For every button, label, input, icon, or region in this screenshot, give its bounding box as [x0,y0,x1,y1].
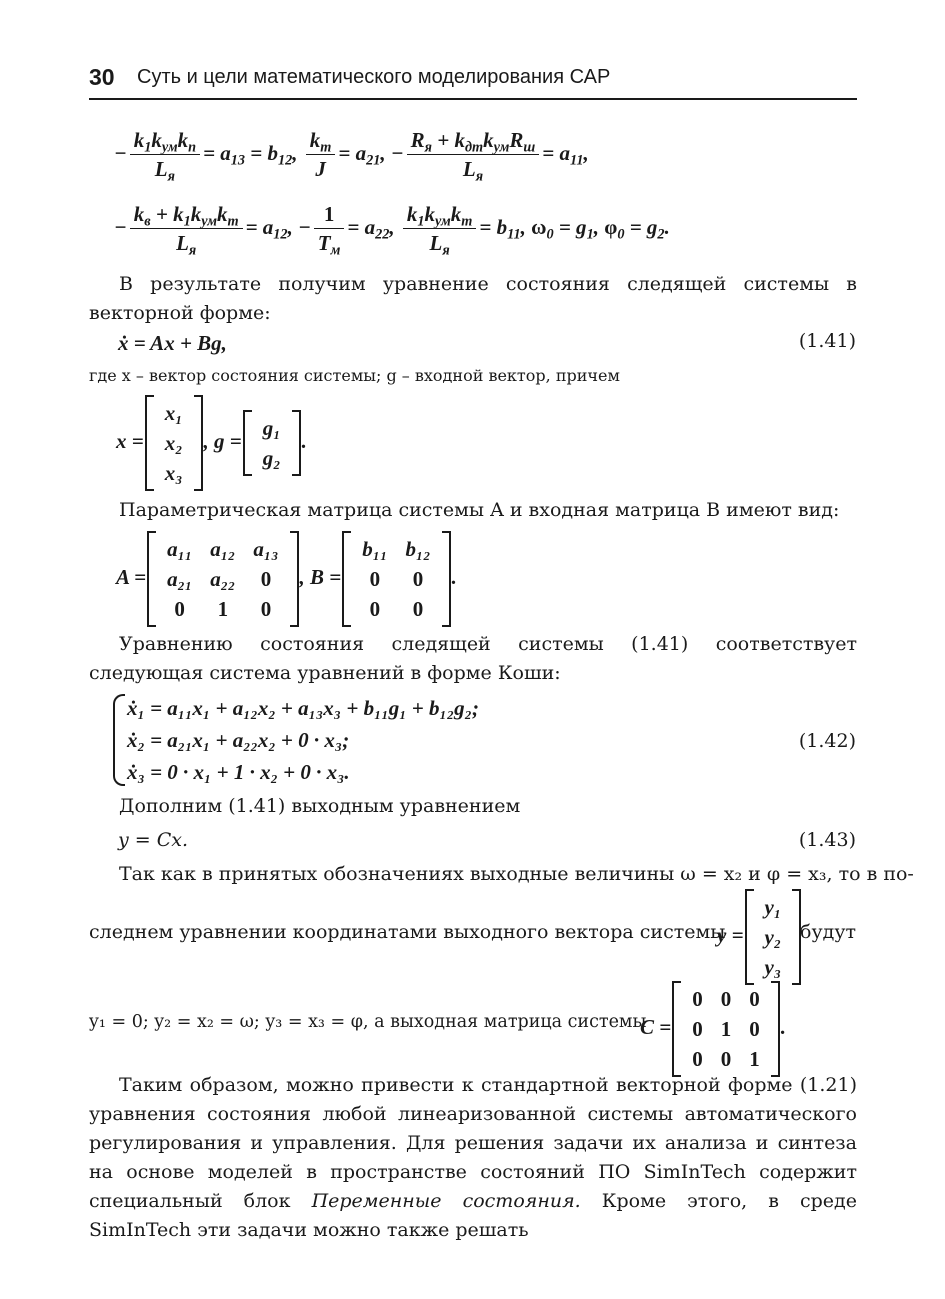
running-title: Суть и цели математического моделирования САР [137,66,611,88]
equation-number: (1.43) [798,829,856,851]
matrix-A: a₁₁ a₁₂ a₁₃ a₂₁ a₂₂ 0 0 1 0 [146,531,299,627]
paragraph: В результате получим уравнение состояния следящей системы в векторной форме: [89,273,857,324]
paragraph: Дополним (1.41) выходным уравнением [119,795,521,817]
vector-y: y = y₁ y₂ y₃ [717,889,802,985]
paragraph: Так как в принятых обозначениях выходные величины ω = x₂ и φ = x₃, то в по- [119,863,914,885]
equation-number: (1.42) [798,730,856,752]
italic-block-name: Переменные состояния. [311,1190,581,1212]
matrix-C-expr: C = 0 0 0 0 1 0 0 0 1 . [640,981,786,1077]
equation-1-41: ẋ = Ax + Bg, [118,331,227,355]
paragraph: где x – вектор состояния системы; g – входной вектор, причем [89,366,620,385]
page-header [89,62,857,100]
paragraph: y₁ = 0; y₂ = x₂ = ω; y₃ = x₃ = φ, а выходная матрица системы [89,1012,647,1032]
equation-1-43: y = Cx. [118,829,189,851]
paragraph: следнем уравнении координатами выходного вектора системы [89,921,726,943]
matrix-x: x₁ x₂ x₃ [144,395,204,491]
vectors-x-g: x = x₁ x₂ x₃ , g = g₁ g₂ . [116,395,307,491]
equation-number: (1.41) [798,330,856,352]
coef-defs-row1: − $\frac{k_1k_{ум}k_п}{L_я}$ = $a_{13} = b_{12}$, $\frac{k_т}{J}$ = $a_{21}$, − $\frac{R_я + k_{дт}k_{ум}R_ш}{L_я}$ = $a_{11}$, [114,128,589,185]
matrix-C: 0 0 0 0 1 0 0 0 1 [671,981,781,1077]
coef-defs-row2: − $\frac{k_в + k_1k_{ум}k_т}{L_я}$ = $a_{12}$, − $\frac{1}{T_м}$ = $a_{22}$, $\frac{k_1k_{ум}k_т}{L_я}$ = $b_{11}$, $\omega_0 = g_1$, $\varphi_0 = g_2$. [114,202,670,259]
page-number: 30 [89,64,115,90]
system-brace [113,694,125,786]
cauchy-line-1: ẋ₁ = a₁₁x₁ + a₁₂x₂ + a₁₃x₃ + b₁₁g₁ + b₁₂g₂; [127,696,479,720]
paragraph: Таким образом, можно привести к стандартной векторной форме (1.21) уравнения состояния любой линеаризованной системы автоматического регулирования и управления. Для решения задачи их анализа и синтеза на основе моделей в пространстве состояний ПО SimInTech содержит специальный блок Переменные состояния. Кроме этого, в среде SimInTech эти задачи можно также решать [89,1074,857,1241]
matrices-A-B: A = a₁₁ a₁₂ a₁₃ a₂₁ a₂₂ 0 0 1 0 , B = b₁₁ b₁₂ 0 0 0 0 . [116,531,457,627]
paragraph: будут [800,921,857,943]
cauchy-line-3: ẋ₃ = 0 · x₁ + 1 · x₂ + 0 · x₃. [127,760,350,784]
matrix-y: y₁ y₂ y₃ [744,889,803,985]
paragraph: Параметрическая матрица системы A и входная матрица B имеют вид: [119,499,840,521]
matrix-g: g₁ g₂ [242,410,302,476]
matrix-B: b₁₁ b₁₂ 0 0 0 0 [341,531,451,627]
cauchy-line-2: ẋ₂ = a₂₁x₁ + a₂₂x₂ + 0 · x₃; [127,728,350,752]
paragraph: Уравнению состояния следящей системы (1.41) соответствует следующая система уравнений в форме Коши: [89,633,857,684]
